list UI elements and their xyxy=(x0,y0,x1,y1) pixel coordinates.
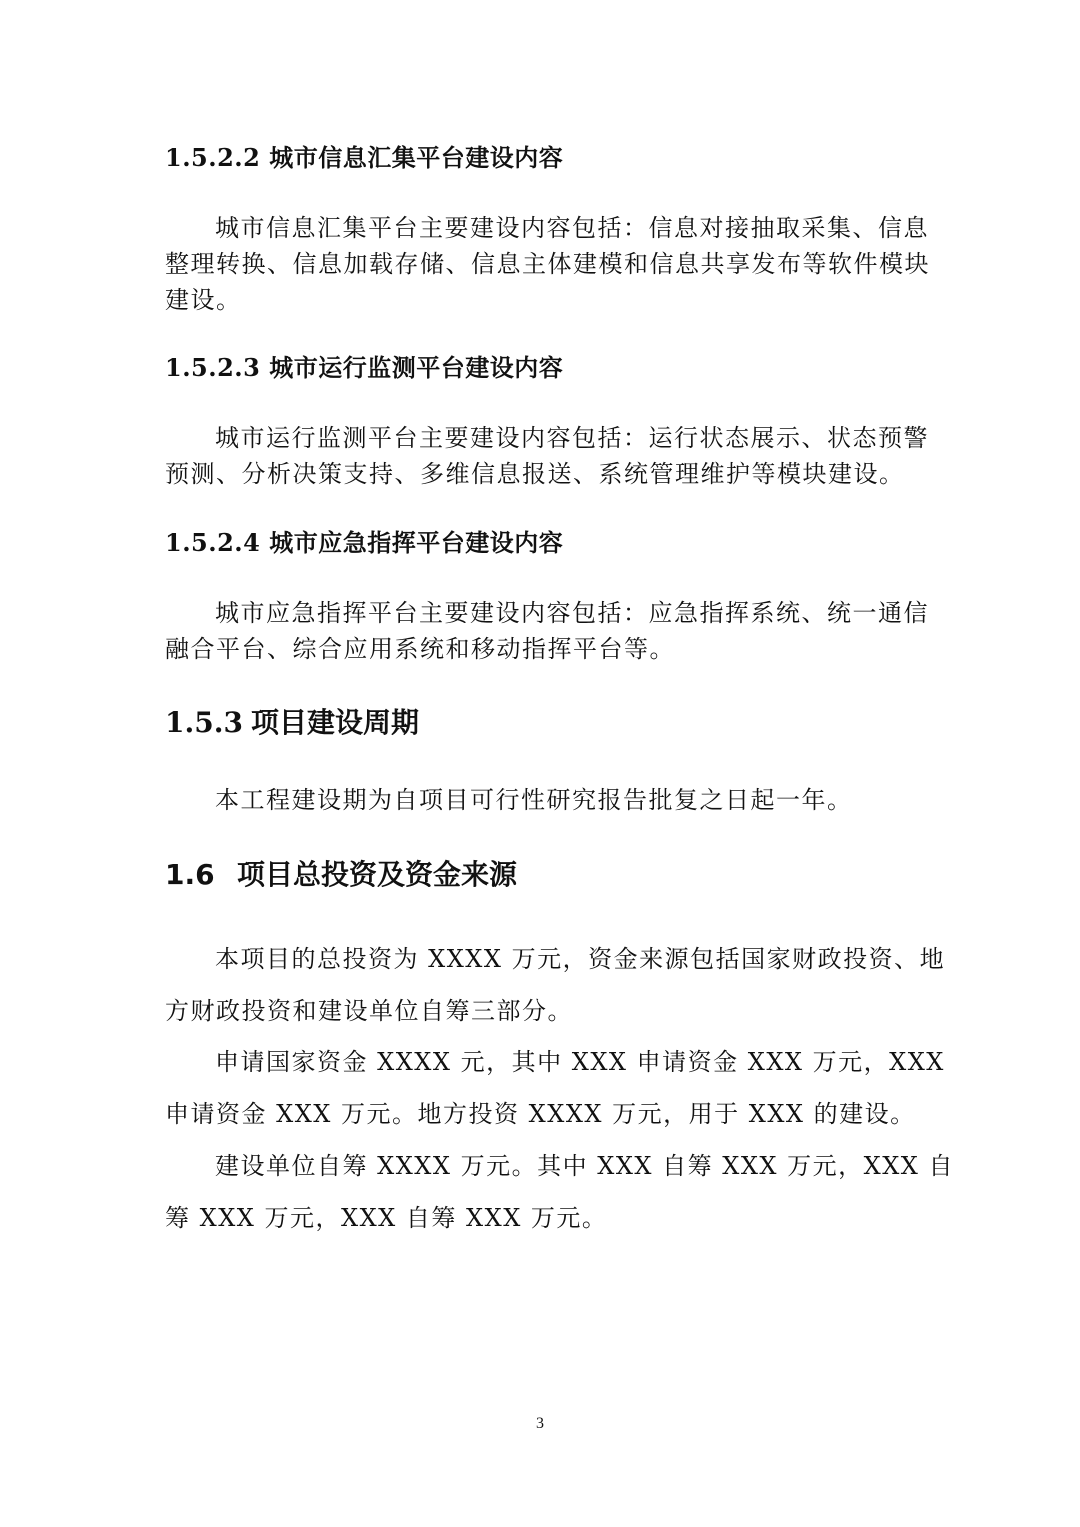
paragraph-monitoring-platform xyxy=(165,420,929,492)
heading-number: 1.6 xyxy=(165,858,215,891)
paragraph-line: 筹 XXX 万元，XXX 自筹 XXX 万元。 xyxy=(165,1204,608,1232)
paragraph-info-platform xyxy=(165,210,930,318)
paragraph-emergency-platform xyxy=(165,595,929,667)
heading-1-5-2-3: 1.5.2.3 城市运行监测平台建设内容 xyxy=(165,353,564,382)
paragraph-line: 整理转换、信息加载存储、信息主体建模和信息共享发布等软件模块 xyxy=(165,250,930,278)
paragraph-national-funds xyxy=(165,1044,945,1132)
paragraph-line: 申请国家资金 XXXX 元，其中 XXX 申请资金 XXX 万元，XXX xyxy=(215,1048,945,1076)
paragraph-line: 申请资金 XXX 万元。地方投资 XXXX 万元，用于 XXX 的建设。 xyxy=(165,1100,916,1128)
paragraph-line: 建设单位自筹 XXXX 万元。其中 XXX 自筹 XXX 万元，XXX 自 xyxy=(215,1152,955,1180)
paragraph-line: 方财政投资和建设单位自筹三部分。 xyxy=(165,997,573,1025)
paragraph-line: 本项目的总投资为 XXXX 万元，资金来源包括国家财政投资、地 xyxy=(215,945,946,973)
heading-number: 1.5.3 xyxy=(165,706,243,739)
paragraph-line: 城市信息汇集平台主要建设内容包括：信息对接抽取采集、信息 xyxy=(215,214,929,242)
heading-title: 项目建设周期 xyxy=(251,706,420,739)
paragraph-construction-period xyxy=(165,782,925,818)
page-number: 3 xyxy=(536,1415,544,1432)
heading-1-5-2-2: 1.5.2.2 城市信息汇集平台建设内容 xyxy=(165,143,564,172)
paragraph-total-investment xyxy=(165,941,946,1029)
paragraph-line: 本工程建设期为自项目可行性研究报告批复之日起一年。 xyxy=(215,786,853,814)
heading-title: 项目总投资及资金来源 xyxy=(237,858,518,891)
heading-1-5-3 xyxy=(165,706,419,740)
paragraph-line: 城市运行监测平台主要建设内容包括：运行状态展示、状态预警 xyxy=(215,424,929,452)
heading-1-6 xyxy=(165,858,517,892)
heading-1-5-2-4: 1.5.2.4 城市应急指挥平台建设内容 xyxy=(165,528,564,557)
paragraph-line: 建设。 xyxy=(165,286,242,314)
paragraph-line: 预测、分析决策支持、多维信息报送、系统管理维护等模块建设。 xyxy=(165,460,905,488)
paragraph-line: 融合平台、综合应用系统和移动指挥平台等。 xyxy=(165,635,675,663)
paragraph-line: 城市应急指挥平台主要建设内容包括：应急指挥系统、统一通信 xyxy=(215,599,929,627)
paragraph-self-raised-funds xyxy=(165,1148,955,1236)
